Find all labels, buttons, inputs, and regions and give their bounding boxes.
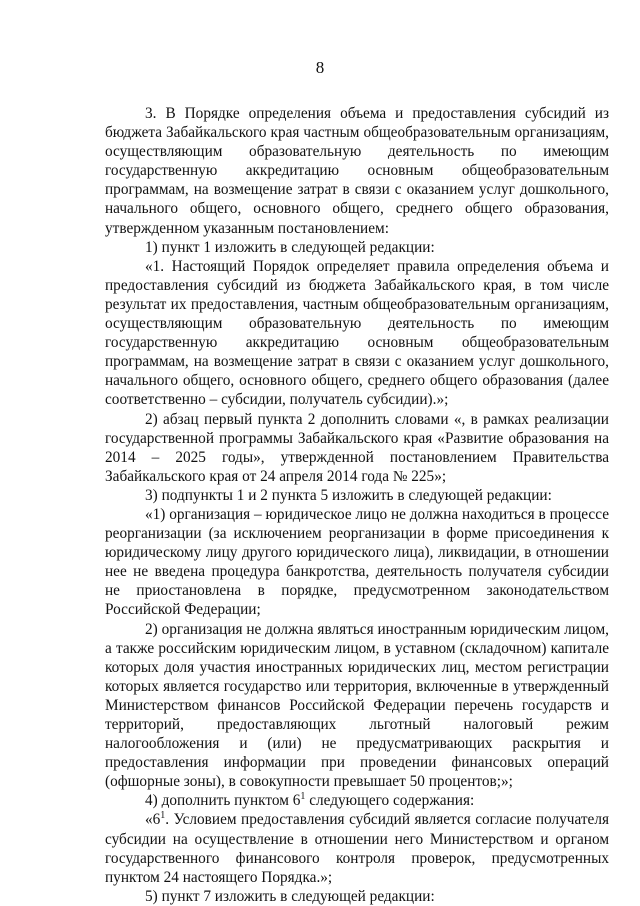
paragraph-point-6-1 — [105, 810, 609, 886]
paragraph-point-6-1-after: . Условием предоставления субсидий является согласие получателя субсидии на осуществление в отношении него Министерством и органом государственного финансового контроля проверок, предусмотренных пунктом 24 настоящего Порядка.»; — [105, 811, 609, 886]
paragraph-item-4-text: 4) дополнить пунктом 6 — [145, 792, 301, 810]
paragraph-item-3-intro: 3) подпункты 1 и 2 пункта 5 изложить в следующей редакции: — [145, 486, 552, 504]
superscript-index: 1 — [160, 810, 166, 822]
page-number: 8 — [315, 58, 325, 77]
paragraph-item-4-intro — [105, 791, 609, 810]
paragraph-item-2: 2) абзац первый пункта 2 дополнить словами «, в рамках реализации государственной программы Забайкальского края «Развитие образования на 2014 – 2025 годы», утвержденной постановлением Правительства Забайкальского края от 24 апреля 2014 года № 225»; — [105, 410, 609, 485]
paragraph-item-5-intro: 5) пункт 7 изложить в следующей редакции: — [145, 887, 435, 905]
paragraph-item-1-intro: 1) пункт 1 изложить в следующей редакции: — [145, 238, 435, 256]
paragraph-point-6-1-text: «6 — [145, 811, 161, 829]
paragraph-section-3: 3. В Порядке определения объема и предоставления субсидий из бюджета Забайкальского края частным общеобразовательным организациям, осуществляющим образовательную деятельность по имеющим государственную аккредитацию основным общеобразовательным программам, на возмещение затрат в связи с оказанием услуг дошкольного, начального общего, основного общего, среднего общего образования, утвержденном указанным постановлением: — [105, 105, 609, 237]
superscript-index: 1 — [300, 791, 306, 803]
document-body — [105, 104, 609, 906]
paragraph-item-4-after: следующего содержания: — [305, 792, 475, 810]
paragraph-item-1-text: «1. Настоящий Порядок определяет правила определения объема и предоставления субсидий из бюджета Забайкальского края, в том числе результат их предоставления, частным общеобразовательным организациям, осуществляющим образовательную деятельность по имеющим государственную аккредитацию основным общеобразовательным программам, на возмещение затрат в связи с оказанием услуг дошкольного, начального общего, основного общего, среднего общего образования (далее соответственно – субсидии, получатель субсидии).»; — [105, 257, 609, 409]
paragraph-subitem-1: «1) организация – юридическое лицо не должна находиться в процессе реорганизации (за исключением реорганизации в форме присоединения к юридическому лицу другого юридического лица), ликвидации, в отношении нее не введена процедура банкротства, деятельность получателя субсидии не приостановлена в порядке, предусмотренном законодательством Российской Федерации; — [105, 505, 609, 619]
paragraph-subitem-2: 2) организация не должна являться иностранным юридическим лицом, а также российским юридическим лицом, в уставном (складочном) капитале которых доля участия иностранных юридических лиц, местом регистрации которых является государство или территория, включенные в утвержденный Министерством финансов Российской Федерации перечень государств и территорий, предоставляющих льготный налоговый режим налогообложения и (или) не предусматривающих раскрытия и предоставления информации при проведении финансовых операций (офшорные зоны), в совокупности превышает 50 процентов;»; — [105, 620, 609, 791]
